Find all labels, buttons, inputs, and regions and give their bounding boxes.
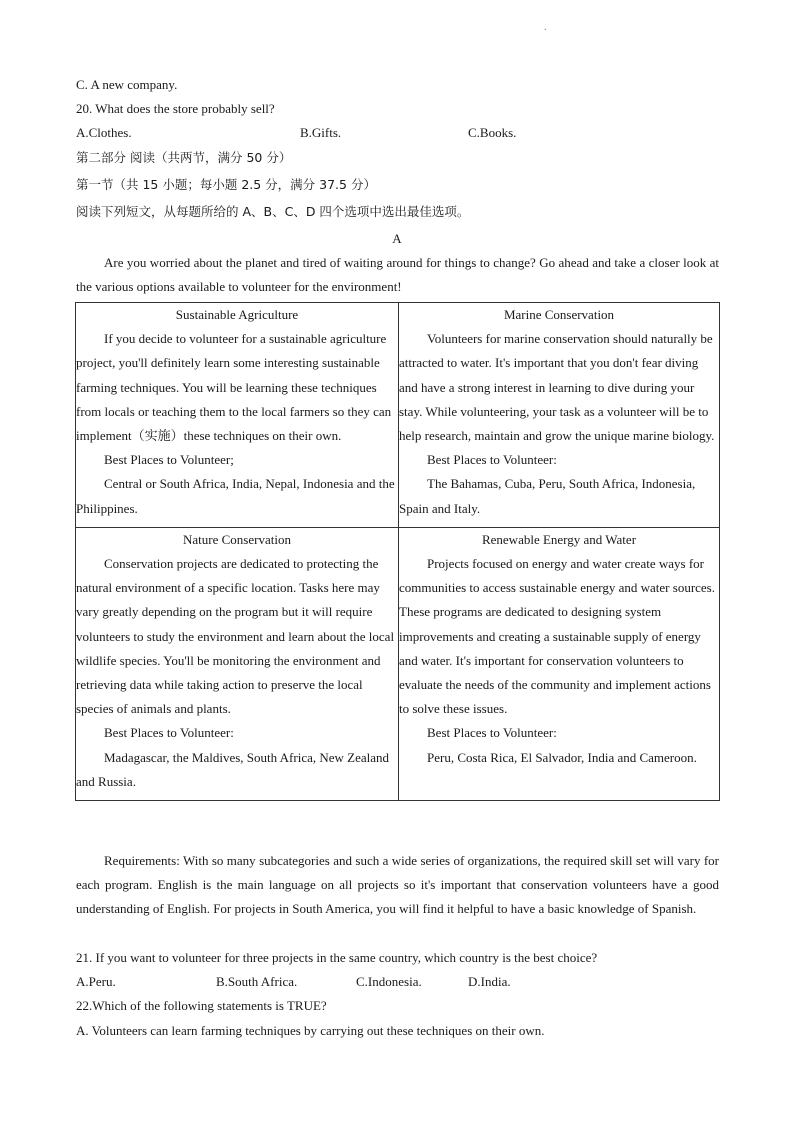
section-part-title: 第二部分 阅读（共两节，满分 50 分） (76, 150, 292, 165)
cell-title: Marine Conservation (503, 307, 615, 322)
cell-text: Conservation projects are dedicated to protecting the natural environment of a specific location. Tasks here may vary greatly depending on the program but it will require volunteers to study the environment and learn about the local wildlife species. You'll be monitoring the environment and retrieving data while taking action to preserve the local species of animals and plants. (76, 556, 395, 717)
q22-question: 22.Which of the following statements is TRUE? (76, 998, 327, 1013)
cell-title: Nature Conservation (183, 531, 291, 547)
q20-question: 20. What does the store probably sell? (76, 101, 275, 116)
section-instruction: 阅读下列短文，从每题所给的 A、B、C、D 四个选项中选出最佳选项。 (76, 204, 470, 219)
q21-option-a: A.Peru. (76, 974, 116, 989)
section-sub-title: 第一节（共 15 小题；每小题 2.5 分，满分 37.5 分） (76, 177, 376, 192)
q21-option-d: D.India. (468, 974, 511, 989)
requirements-paragraph: Requirements: With so many subcategories and such a wide series of organizations, the required skill set will vary for each program. English is the main language on all projects so it's important that conservation volunteers have a good understanding of English. For projects in South America, you will find it helpful to have a basic knowledge of Spanish. (76, 853, 719, 916)
cell-renewable-energy (399, 527, 720, 800)
cell-title: Sustainable Agriculture (175, 307, 299, 322)
passage-letter: A (392, 231, 402, 246)
best-places: The Bahamas, Cuba, Peru, South Africa, Indonesia, Spain and Italy. (399, 476, 696, 516)
best-places: Central or South Africa, India, Nepal, Indonesia and the Philippines. (76, 476, 395, 516)
q21-question: 21. If you want to volunteer for three projects in the same country, which country is the best choice? (76, 950, 598, 965)
volunteer-options-table (75, 302, 720, 801)
best-places-label: Best Places to Volunteer: (427, 452, 557, 468)
cell-marine-conservation (399, 303, 720, 528)
cell-text: If you decide to volunteer for a sustainable agriculture project, you'll definitely learn some interesting sustainable farming techniques. You will be learning these techniques from locals or teaching them to the local farmers so they can implement（实施）these techniques on their own. (76, 331, 392, 444)
cell-text: Projects focused on energy and water create ways for communities to access sustainable energy and water sources. These programs are dedicated to designing system improvements and creating a sustainable supply of energy and water. It's important for conservation volunteers to evaluate the needs of the community and implement actions to solve these issues. (399, 556, 715, 717)
best-places-label: Best Places to Volunteer: (104, 725, 234, 741)
cell-text: Volunteers for marine conservation should naturally be attracted to water. It's important that you don't fear diving and have a strong interest in learning to dive during your stay. While volunteering, your task as a volunteer will be to help research, maintain and grow the unique marine biology. (399, 331, 715, 444)
q20-option-b: B.Gifts. (300, 125, 342, 140)
q21-option-b: B.South Africa. (216, 974, 298, 989)
q22-option-a: A. Volunteers can learn farming techniques by carrying out these techniques on their own. (76, 1023, 545, 1038)
best-places-label: Best Places to Volunteer; (104, 452, 234, 468)
best-places: Madagascar, the Maldives, South Africa, New Zealand and Russia. (76, 749, 390, 789)
header-mark: . (544, 22, 547, 33)
cell-nature-conservation (76, 527, 399, 800)
q21-option-c: C.Indonesia. (356, 974, 422, 989)
q19-option-c: C. A new company. (76, 77, 178, 92)
best-places-label: Best Places to Volunteer: (427, 725, 557, 741)
q20-option-a: A.Clothes. (76, 125, 132, 140)
best-places: Peru, Costa Rica, El Salvador, India and Cameroon. (427, 749, 697, 765)
cell-sustainable-agriculture (76, 303, 399, 528)
q20-option-c: C.Books. (468, 125, 517, 140)
passage-intro: Are you worried about the planet and tired of waiting around for things to change? Go ahead and take a closer look at the various options available to volunteer for the environment! (76, 255, 719, 294)
cell-title: Renewable Energy and Water (481, 531, 637, 547)
